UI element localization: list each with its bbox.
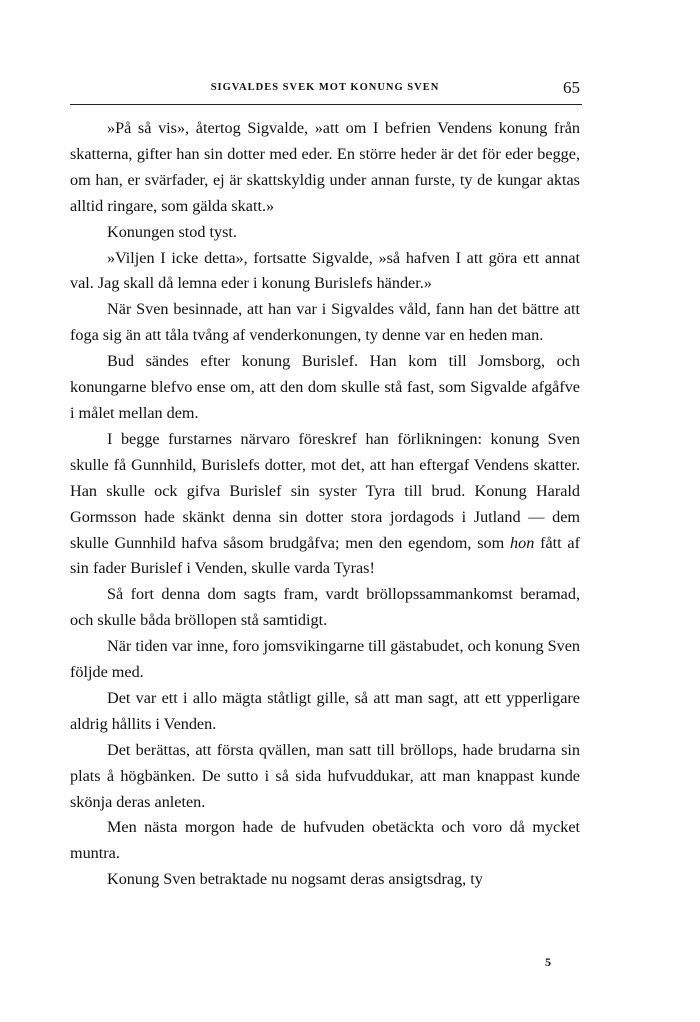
- paragraph: Så fort denna dom sagts fram, vardt bröllopssammankomst beramad, och skulle båda bröllopen stå samtidigt.: [70, 585, 580, 630]
- paragraph: Konung Sven betraktade nu nogsamt deras ansigtsdrag, ty: [107, 870, 483, 889]
- paragraph: Konungen stod tyst.: [107, 222, 237, 241]
- paragraph-agreement: [70, 427, 580, 582]
- paragraph: När Sven besinnade, att han var i Sigvaldes våld, fann han det bättre att foga sig än att tåla tvång af venderkonungen, ty denne var en heden man.: [70, 300, 580, 345]
- paragraph: »Viljen I icke detta», fortsatte Sigvalde, »så hafven I att göra ett annat val. Jag skall då lemna eder i konung Burislefs händer.»: [70, 248, 580, 293]
- header-rule: [70, 104, 582, 105]
- paragraph: Det berättas, att första qvällen, man satt till bröllops, hade brudarna sin plats å högbänken. De sutto i så sida hufvuddukar, att man knappast kunde skönja deras anleten.: [70, 740, 580, 811]
- paragraph-text: I begge furstarnes närvaro föreskref han förlikningen: konung Sven skulle få Gunnhild, Burislefs dotter, mot det, att han eftergaf Vendens skatter. Han skulle ock gifva Burislef sin syster Tyra till brud. Konung Harald Gormsson hade skänkt denna sin dotter stora jordagods i Jutland — dem skulle Gunnhild hafva såsom brudgåfva; men den egendom, som: [70, 429, 580, 552]
- signature-mark: 5: [545, 955, 551, 969]
- running-title: SIGVALDES SVEK MOT KONUNG SVEN: [210, 82, 440, 93]
- paragraph: »På så vis», återtog Sigvalde, »att om I befrien Vendens konung från skatterna, gifter han sin dotter med eder. En större heder är det för eder begge, om han, er svärfader, ej är skattskyldig under annan furste, ty de kungar aktas alltid ringare, som gälda skatt.»: [70, 119, 580, 215]
- body-text: [70, 116, 580, 893]
- paragraph: Men nästa morgon hade de hufvuden obetäckta och voro då mycket muntra.: [70, 818, 580, 863]
- paragraph-text: fått af sin fader Burislef i Venden, skulle varda Tyras!: [70, 533, 580, 578]
- emphasized-word: hon: [510, 533, 535, 552]
- page-number: 65: [563, 78, 580, 97]
- paragraph: När tiden var inne, foro jomsvikingarne till gästabudet, och konung Sven följde med.: [70, 637, 580, 682]
- running-head: [70, 80, 580, 102]
- paragraph: Det var ett i allo mägta ståtligt gille, så att man sagt, att ett ypperligare aldrig hållits i Venden.: [70, 688, 580, 733]
- paragraph: Bud sändes efter konung Burislef. Han kom till Jomsborg, och konungarne blefvo ense om, att den dom skulle stå fast, som Sigvalde afgåfve i målet mellan dem.: [70, 352, 580, 422]
